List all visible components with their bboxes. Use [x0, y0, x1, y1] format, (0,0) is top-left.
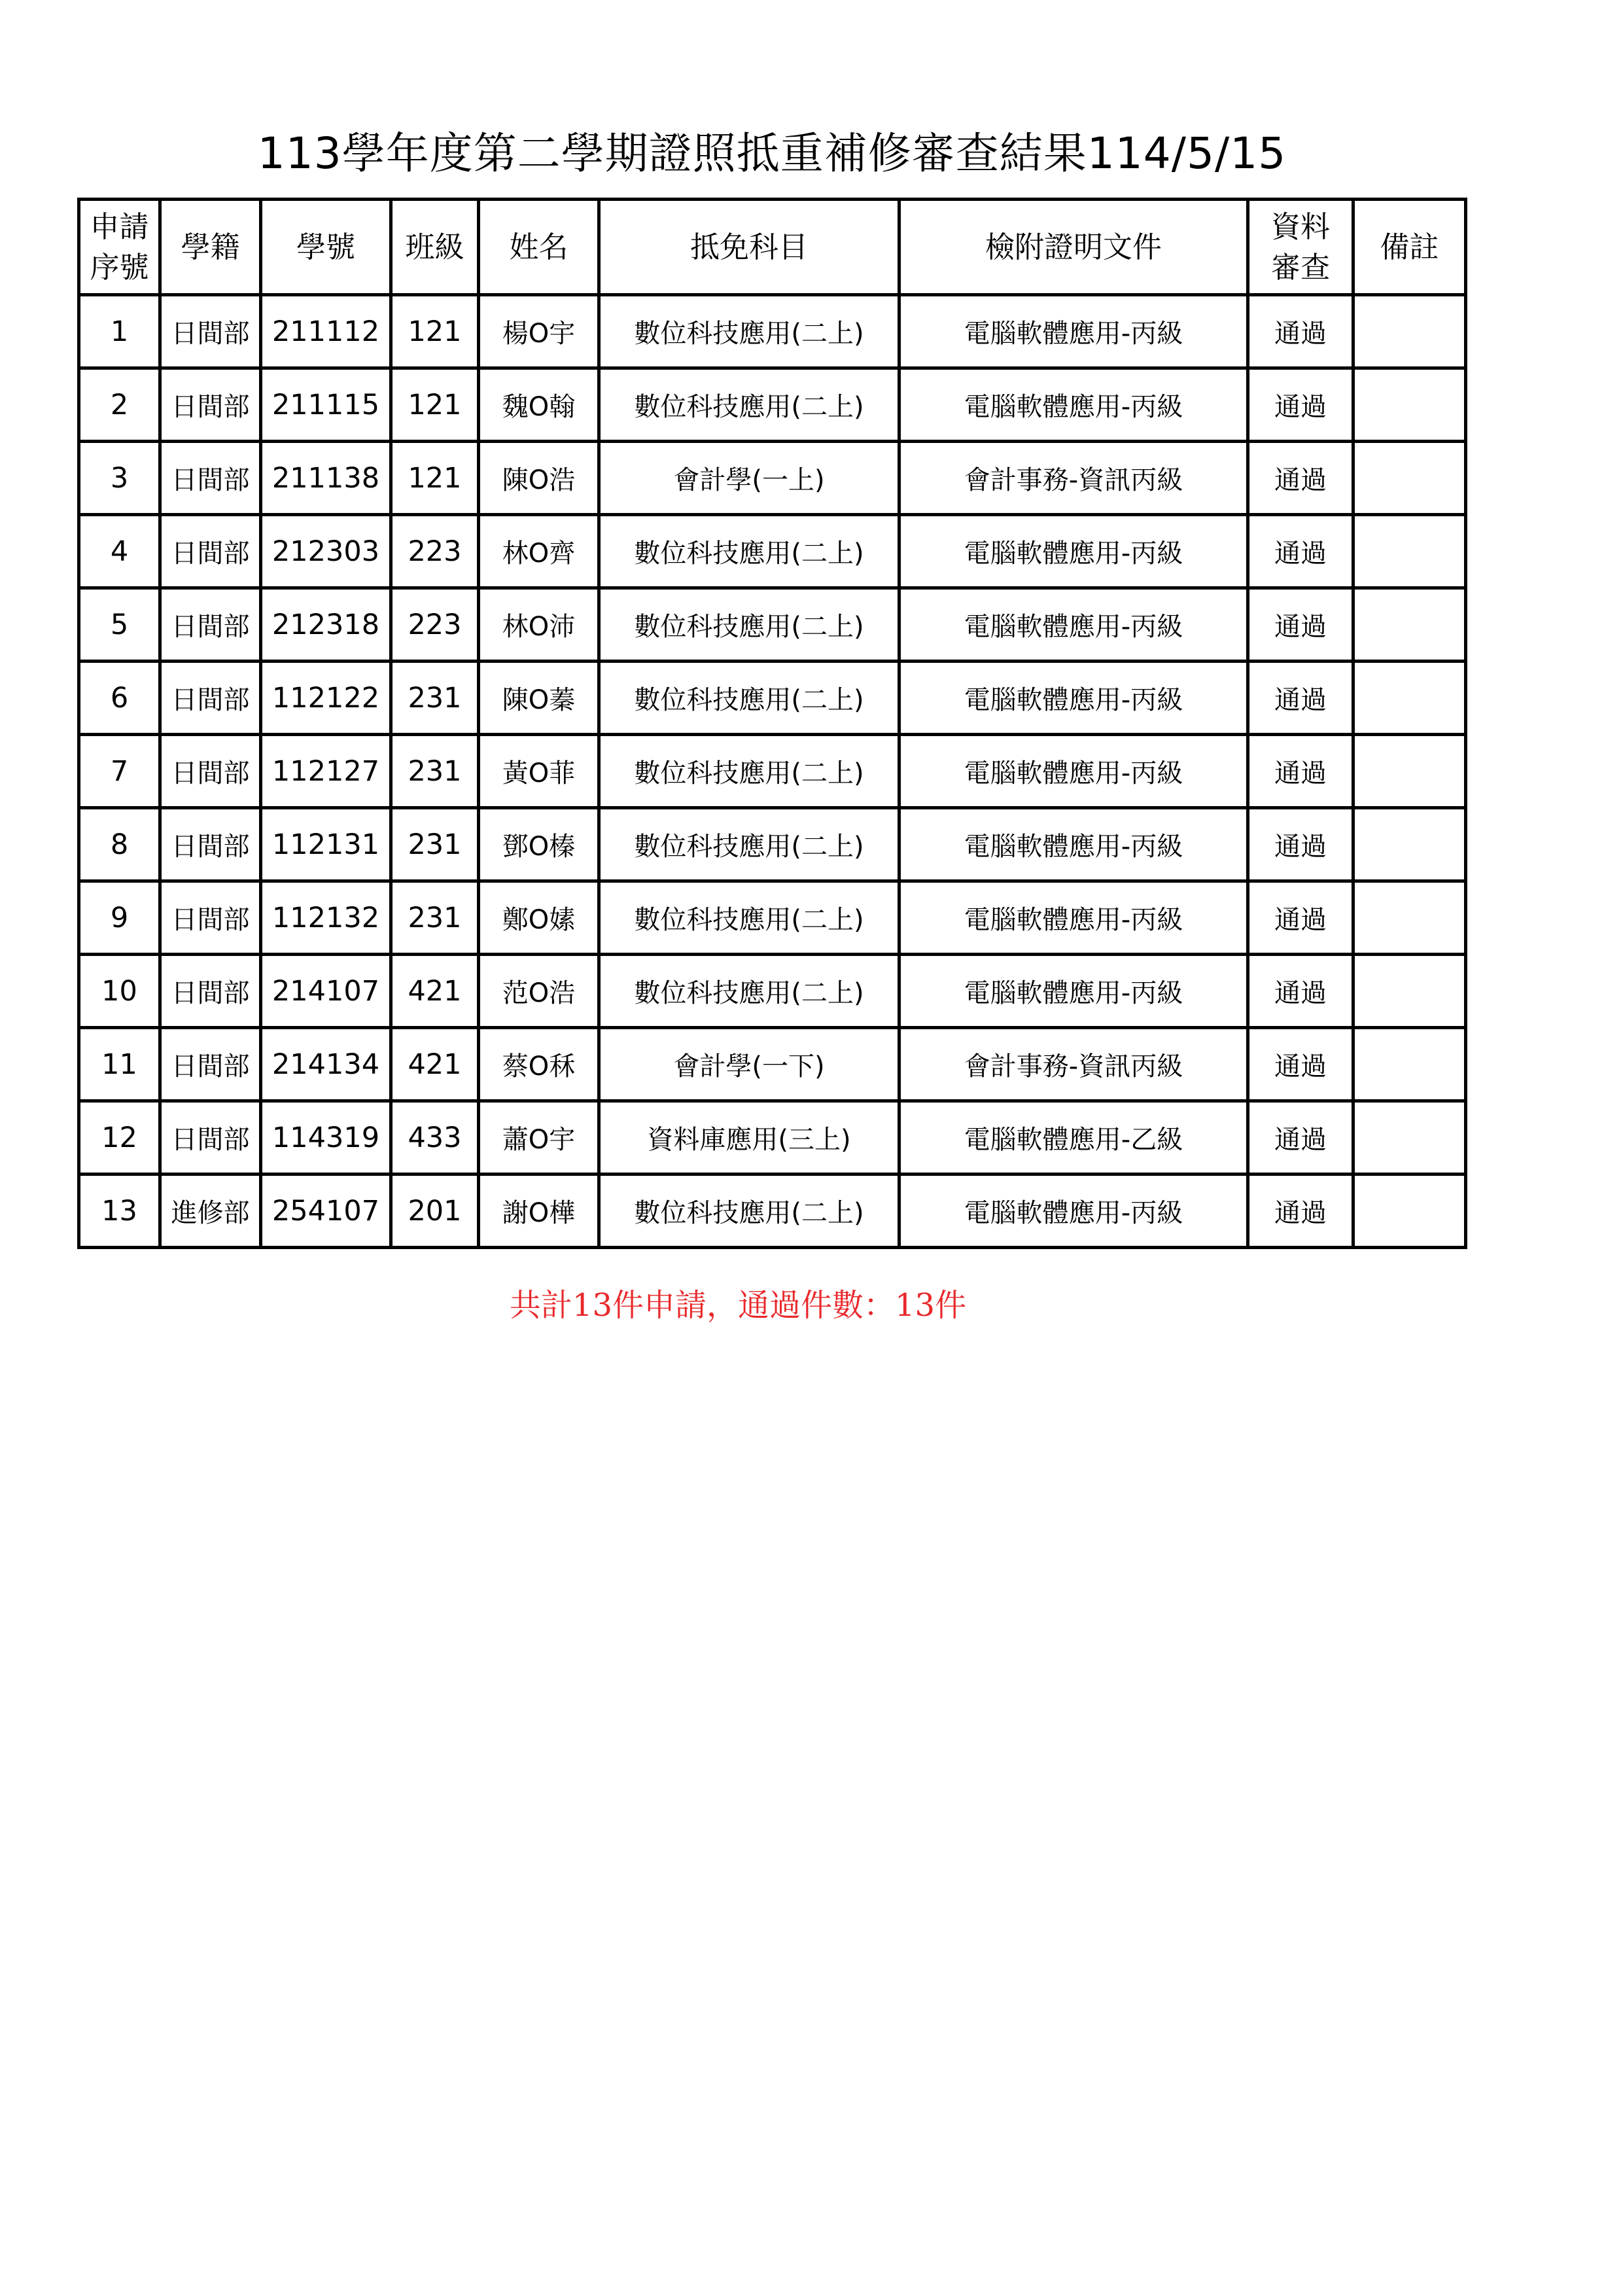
cell-student-id: 211112 [261, 295, 391, 368]
header-subject: 抵免科目 [599, 200, 899, 295]
table-row [79, 735, 1466, 808]
cell-review: 通過 [1248, 515, 1353, 588]
cell-remark [1353, 662, 1466, 735]
cell-subject: 數位科技應用(二上) [599, 881, 899, 955]
cell-name: 黃O菲 [479, 735, 599, 808]
cell-division: 日間部 [160, 368, 261, 442]
cell-name: 陳O蓁 [479, 662, 599, 735]
cell-seq: 2 [79, 368, 160, 442]
cell-subject: 資料庫應用(三上) [599, 1101, 899, 1174]
cell-student-id: 211115 [261, 368, 391, 442]
cell-student-id: 214107 [261, 955, 391, 1028]
cell-seq: 6 [79, 662, 160, 735]
cell-name: 鄧O榛 [479, 808, 599, 881]
cell-review: 通過 [1248, 588, 1353, 662]
cell-review: 通過 [1248, 1028, 1353, 1101]
table-row [79, 588, 1466, 662]
cell-review: 通過 [1248, 662, 1353, 735]
cell-name: 楊O宇 [479, 295, 599, 368]
table-row [79, 662, 1466, 735]
cell-remark [1353, 1101, 1466, 1174]
cell-certificate: 電腦軟體應用-丙級 [899, 881, 1248, 955]
cell-certificate: 會計事務-資訊丙級 [899, 1028, 1248, 1101]
cell-remark [1353, 881, 1466, 955]
header-class: 班級 [391, 200, 479, 295]
cell-certificate: 電腦軟體應用-丙級 [899, 368, 1248, 442]
table-row [79, 295, 1466, 368]
cell-division: 日間部 [160, 588, 261, 662]
cell-review: 通過 [1248, 1101, 1353, 1174]
cell-division: 日間部 [160, 515, 261, 588]
cell-subject: 數位科技應用(二上) [599, 588, 899, 662]
cell-review: 通過 [1248, 955, 1353, 1028]
header-seq-line-2: 序號 [90, 249, 149, 285]
cell-review: 通過 [1248, 808, 1353, 881]
cell-student-id: 214134 [261, 1028, 391, 1101]
cell-name: 鄭O嫊 [479, 881, 599, 955]
header-division: 學籍 [160, 200, 261, 295]
cell-subject: 數位科技應用(二上) [599, 515, 899, 588]
header-student-id: 學號 [261, 200, 391, 295]
cell-class: 121 [391, 368, 479, 442]
cell-division: 日間部 [160, 442, 261, 515]
cell-class: 231 [391, 735, 479, 808]
cell-division: 日間部 [160, 735, 261, 808]
cell-student-id: 112132 [261, 881, 391, 955]
cell-review: 通過 [1248, 442, 1353, 515]
cell-class: 231 [391, 808, 479, 881]
page-title: 113學年度第二學期證照抵重補修審查結果114/5/15 [257, 128, 1287, 179]
cell-certificate: 電腦軟體應用-丙級 [899, 1174, 1248, 1248]
cell-subject: 數位科技應用(二上) [599, 368, 899, 442]
cell-certificate: 電腦軟體應用-丙級 [899, 588, 1248, 662]
cell-seq: 9 [79, 881, 160, 955]
cell-subject: 數位科技應用(二上) [599, 1174, 899, 1248]
cell-certificate: 電腦軟體應用-丙級 [899, 295, 1248, 368]
header-name: 姓名 [479, 200, 599, 295]
cell-name: 陳O浩 [479, 442, 599, 515]
header-seq [79, 200, 160, 295]
cell-seq: 11 [79, 1028, 160, 1101]
cell-review: 通過 [1248, 735, 1353, 808]
table-row [79, 515, 1466, 588]
cell-student-id: 211138 [261, 442, 391, 515]
cell-seq: 12 [79, 1101, 160, 1174]
cell-subject: 數位科技應用(二上) [599, 955, 899, 1028]
cell-seq: 5 [79, 588, 160, 662]
cell-class: 121 [391, 442, 479, 515]
cell-class: 231 [391, 662, 479, 735]
cell-review: 通過 [1248, 368, 1353, 442]
cell-division: 日間部 [160, 1101, 261, 1174]
cell-review: 通過 [1248, 295, 1353, 368]
cell-name: 林O齊 [479, 515, 599, 588]
cell-class: 223 [391, 515, 479, 588]
table-row [79, 442, 1466, 515]
table-row [79, 1028, 1466, 1101]
header-remark: 備註 [1353, 200, 1466, 295]
table-row [79, 881, 1466, 955]
cell-remark [1353, 1174, 1466, 1248]
cell-division: 日間部 [160, 662, 261, 735]
header-row [79, 200, 1466, 295]
cell-class: 121 [391, 295, 479, 368]
cell-student-id: 114319 [261, 1101, 391, 1174]
cell-certificate: 電腦軟體應用-丙級 [899, 955, 1248, 1028]
cell-seq: 13 [79, 1174, 160, 1248]
cell-seq: 1 [79, 295, 160, 368]
header-seq-line-1: 申請 [90, 209, 149, 244]
cell-review: 通過 [1248, 881, 1353, 955]
cell-seq: 4 [79, 515, 160, 588]
table-row [79, 1174, 1466, 1248]
cell-review: 通過 [1248, 1174, 1353, 1248]
cell-subject: 數位科技應用(二上) [599, 662, 899, 735]
cell-name: 蔡O秝 [479, 1028, 599, 1101]
table-row [79, 955, 1466, 1028]
results-table [77, 198, 1467, 1249]
cell-division: 進修部 [160, 1174, 261, 1248]
cell-seq: 8 [79, 808, 160, 881]
cell-division: 日間部 [160, 881, 261, 955]
cell-class: 433 [391, 1101, 479, 1174]
cell-remark [1353, 368, 1466, 442]
header-certificate: 檢附證明文件 [899, 200, 1248, 295]
cell-remark [1353, 442, 1466, 515]
cell-student-id: 112131 [261, 808, 391, 881]
cell-class: 421 [391, 1028, 479, 1101]
cell-certificate: 電腦軟體應用-丙級 [899, 662, 1248, 735]
cell-name: 謝O樺 [479, 1174, 599, 1248]
cell-remark [1353, 735, 1466, 808]
cell-student-id: 212303 [261, 515, 391, 588]
cell-subject: 數位科技應用(二上) [599, 735, 899, 808]
header-review [1248, 200, 1353, 295]
cell-subject: 數位科技應用(二上) [599, 295, 899, 368]
table-body [79, 295, 1466, 1248]
cell-remark [1353, 515, 1466, 588]
cell-subject: 數位科技應用(二上) [599, 808, 899, 881]
cell-subject: 會計學(一下) [599, 1028, 899, 1101]
cell-student-id: 112122 [261, 662, 391, 735]
cell-seq: 3 [79, 442, 160, 515]
cell-class: 421 [391, 955, 479, 1028]
cell-seq: 7 [79, 735, 160, 808]
cell-class: 223 [391, 588, 479, 662]
cell-remark [1353, 1028, 1466, 1101]
summary-text: 共計13件申請，通過件數：13件 [509, 1287, 967, 1324]
header-review-line-2: 審查 [1270, 249, 1330, 285]
cell-remark [1353, 808, 1466, 881]
cell-division: 日間部 [160, 955, 261, 1028]
cell-remark [1353, 295, 1466, 368]
cell-certificate: 電腦軟體應用-丙級 [899, 735, 1248, 808]
cell-division: 日間部 [160, 808, 261, 881]
cell-certificate: 電腦軟體應用-乙級 [899, 1101, 1248, 1174]
table-row [79, 808, 1466, 881]
table-row [79, 1101, 1466, 1174]
cell-remark [1353, 955, 1466, 1028]
cell-class: 201 [391, 1174, 479, 1248]
cell-division: 日間部 [160, 1028, 261, 1101]
cell-student-id: 212318 [261, 588, 391, 662]
cell-name: 范O浩 [479, 955, 599, 1028]
cell-certificate: 會計事務-資訊丙級 [899, 442, 1248, 515]
cell-certificate: 電腦軟體應用-丙級 [899, 515, 1248, 588]
cell-name: 魏O翰 [479, 368, 599, 442]
cell-student-id: 254107 [261, 1174, 391, 1248]
header-review-line-1: 資料 [1270, 209, 1330, 244]
cell-name: 林O沛 [479, 588, 599, 662]
cell-subject: 會計學(一上) [599, 442, 899, 515]
cell-certificate: 電腦軟體應用-丙級 [899, 808, 1248, 881]
cell-remark [1353, 588, 1466, 662]
table-row [79, 368, 1466, 442]
cell-student-id: 112127 [261, 735, 391, 808]
cell-seq: 10 [79, 955, 160, 1028]
cell-name: 蕭O宇 [479, 1101, 599, 1174]
cell-division: 日間部 [160, 295, 261, 368]
cell-class: 231 [391, 881, 479, 955]
